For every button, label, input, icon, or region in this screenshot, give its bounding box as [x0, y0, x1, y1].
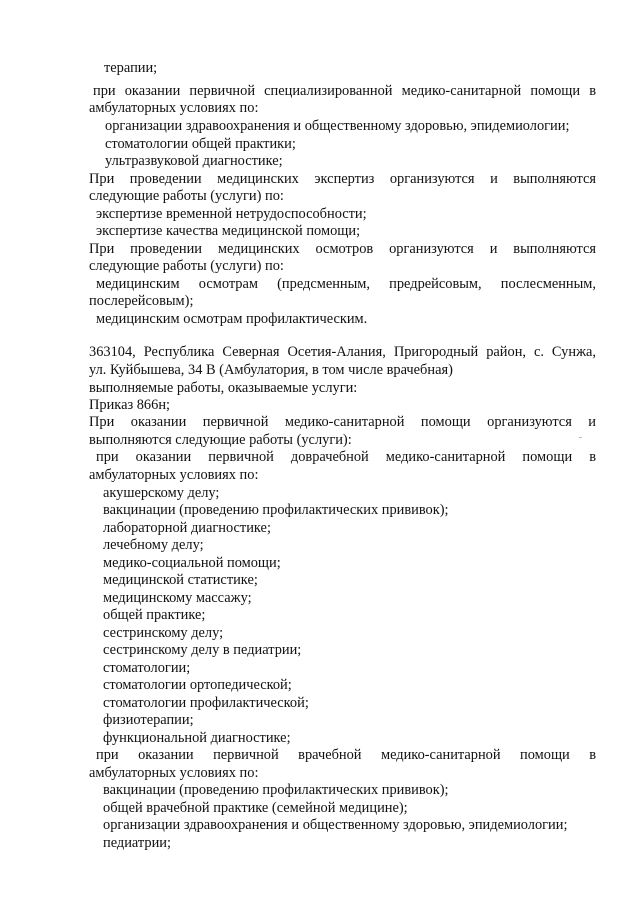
- text-line: медицинским осмотрам профилактическим.: [96, 311, 368, 327]
- text-line: экспертизе качества медицинской помощи;: [96, 223, 361, 239]
- text-line: педиатрии;: [103, 835, 171, 851]
- text-line: стоматологии;: [103, 660, 191, 676]
- text-line: организации здравоохранения и общественному здоровью, эпидемиологии;: [105, 118, 570, 134]
- text-line: акушерскому делу;: [103, 485, 220, 501]
- text-line: функциональной диагностике;: [103, 730, 291, 746]
- text-line: следующие работы (услуги) по:: [89, 258, 284, 274]
- text-line: вакцинации (проведению профилактических прививок);: [103, 502, 449, 518]
- text-line: общей врачебной практике (семейной медицине);: [103, 800, 408, 816]
- text-line: медико-социальной помощи;: [103, 555, 281, 571]
- text-line: лабораторной диагностике;: [103, 520, 271, 536]
- text-line: сестринскому делу;: [103, 625, 224, 641]
- text-line: 363104, Республика Северная Осетия-Алания, Пригородный район, с. Сунжа,: [89, 344, 596, 360]
- text-line: послерейсовым);: [89, 293, 194, 309]
- text-line: амбулаторных условиях по:: [89, 765, 259, 781]
- text-line: вакцинации (проведению профилактических прививок);: [103, 782, 449, 798]
- text-line: терапии;: [104, 60, 158, 76]
- text-line: общей практике;: [103, 607, 206, 623]
- text-line: медицинским осмотрам (предсменным, предрейсовым, послесменным,: [96, 276, 596, 292]
- text-line: стоматологии профилактической;: [103, 695, 309, 711]
- scan-speck: [579, 437, 582, 438]
- text-line: медицинской статистике;: [103, 572, 258, 588]
- text-line: амбулаторных условиях по:: [89, 100, 259, 116]
- text-line: сестринскому делу в педиатрии;: [103, 642, 302, 658]
- text-line: При проведении медицинских осмотров организуются и выполняются: [89, 241, 596, 257]
- text-line: При проведении медицинских экспертиз организуются и выполняются: [89, 171, 596, 187]
- text-line: ультразвуковой диагностике;: [105, 153, 283, 169]
- text-line: выполняются следующие работы (услуги):: [89, 432, 352, 448]
- text-line: при оказании первичной доврачебной медико-санитарной помощи в: [96, 449, 596, 465]
- text-line: лечебному делу;: [103, 537, 204, 553]
- text-line: стоматологии общей практики;: [105, 136, 296, 152]
- text-line: Приказ 866н;: [89, 397, 171, 413]
- text-line: организации здравоохранения и общественному здоровью, эпидемиологии;: [103, 817, 568, 833]
- text-line: амбулаторных условиях по:: [89, 467, 259, 483]
- text-line: физиотерапии;: [103, 712, 194, 728]
- text-line: экспертизе временной нетрудоспособности;: [96, 206, 367, 222]
- text-line: следующие работы (услуги) по:: [89, 188, 284, 204]
- text-line: При оказании первичной медико-санитарной помощи организуются и: [89, 414, 596, 430]
- text-line: при оказании первичной врачебной медико-санитарной помощи в: [96, 747, 596, 763]
- text-line: ул. Куйбышева, 34 В (Амбулатория, в том числе врачебная): [89, 362, 453, 378]
- text-line: стоматологии ортопедической;: [103, 677, 292, 693]
- text-line: выполняемые работы, оказываемые услуги:: [89, 380, 358, 396]
- text-line: при оказании первичной специализированной медико-санитарной помощи в: [93, 83, 596, 99]
- text-line: медицинскому массажу;: [103, 590, 252, 606]
